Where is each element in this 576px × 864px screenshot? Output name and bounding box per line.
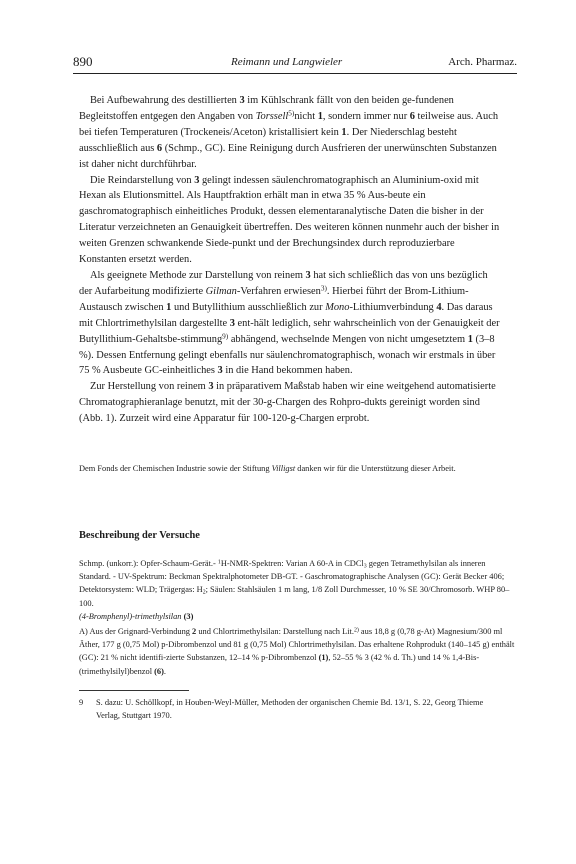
footnote-rule — [79, 690, 189, 691]
running-header-journal: Arch. Pharmaz. — [448, 56, 517, 68]
page-number: 890 — [73, 54, 93, 69]
paragraph-2: Die Reindarstellung von 3 gelingt indessen säulenchromatographisch an Aluminium-oxid mit Hexan als Elutionsmittel. Als Hauptfraktion erhält man in etwa 35 % Aus-beute ein gaschromatographisch einheitliches Produkt, dessen elementaranalytische Daten die bisher in der Literatur verzeichneten an Genauigkeit übertreffen. Des weiteren können nunmehr auch der bisher in weiten Grenzen schwankende Siede-punkt und der Brechungsindex durch reproduzierbare Konstanten ersetzt werden. — [79, 174, 500, 266]
section-heading: Beschreibung der Versuche — [79, 530, 200, 541]
paragraph-4: Zur Herstellung von reinem 3 in präparativem Maßstab haben wir eine weitgehend automatisierte Chromatographieranlage benutzt, mit der 30-g-Chargen des Rohpro-dukts gereinigt worden sind (Abb. 1). Zurzeit wird eine Apparatur für 100-120-g-Chargen erprobt. — [79, 381, 496, 425]
compound-heading: (4-Bromphenyl)-trimethylsilan (3) — [79, 612, 194, 621]
header-rule — [73, 73, 517, 74]
footnote-number: 9 — [79, 698, 84, 707]
running-header — [73, 54, 517, 74]
main-text — [79, 93, 503, 427]
preparation-paragraph: A) Aus der Grignard-Verbindung 2 und Chlortrimethylsilan: Darstellung nach Lit.$^{2)}$ aus 18,8 g (0,78 g-At) Magnesium/300 ml Äther, 177 g (0,75 Mol) p-Dibrombenzol und 81 g (0,75 Mol) Chlortrimethylsilan. Das erhaltene Rohprodukt (140–145 g) enthält (GC): 21 % nicht identifi-zierte Substanzen, 12–14 % p-Dibrombenzol (1), 52–55 % 3 (42 % d. Th.) und 14 % 1,4-Bis-(trimethylsilyl)benzol (6). — [79, 627, 515, 676]
paragraph-3: Als geeignete Methode zur Darstellung von reinem 3 hat sich schließlich das von uns bezüglich der Aufarbeitung modifizierte Gilman-Verfahren erwiesen$^{3)}$. Hierbei führt der Brom-Lithium-Austausch zwischen 1 und Butyllithium ausschließlich zur Mono-Lithiumverbindung 4. Das daraus mit Chlortrimethylsilan dargestellte 3 ent-hält lediglich, sehr wahrscheinlich von der Genauigkeit der Butyllithium-Gehaltsbe-stimmung$^{9)}$ abhängend, wechselnde Mengen von nicht umgesetztem 1 (3–8 %). Dessen Entfernung gelingt ebenfalls nur säulenchromatographisch, wonach wir erstmals in über 75 % Ausbeute GC-einheitliches 3 in die Hand bekommen haben. — [79, 269, 500, 377]
footnote-text: S. dazu: U. Schöllkopf, in Houben-Weyl-Müller, Methoden der organischen Chemie Bd. 13/1, S. 22, Georg Thieme Verlag, Stuttgart 1970. — [96, 698, 484, 720]
acknowledgment: Dem Fonds der Chemischen Industrie sowie der Stiftung Villigst danken wir für die Unterstützung dieser Arbeit. — [79, 464, 456, 473]
running-header-authors: Reimann und Langwieler — [231, 56, 343, 68]
methods-paragraph: Schmp. (unkorr.): Opfer-Schaum-Gerät.- $^1$H-NMR-Spektren: Varian A 60-A in CDCl$_3$ gegen Tetramethylsilan als inneren Standard. - UV-Spektrum: Beckman Spektralphotometer DB-GT. - Gaschromatographische Analysen (GC): Gerät Becker 406; Detektorsystem: WLD; Trägergas: $H_2$; Säulen: Stahlsäulen 1 m lang, 1/8 Zoll Durchmesser, 10 % SE 30/Chromosorb. WHP 80–100. — [79, 559, 510, 608]
paragraph-1: Bei Aufbewahrung des destillierten 3 im Kühlschrank fällt von den beiden ge-fundenen Begleitstoffen entgegen den Angaben von Torssell$^{5)}$nicht 1, sondern immer nur 6 teilweise aus. Auch bei tiefen Temperaturen (Trockeneis/Aceton) kristallisiert kein 1. Der Niederschlag besteht ausschließlich aus 6 (Schmp., GC). Eine Reinigung durch Ausfrieren der unerwünschten Substanzen ist daher nicht durchführbar. — [79, 95, 499, 170]
